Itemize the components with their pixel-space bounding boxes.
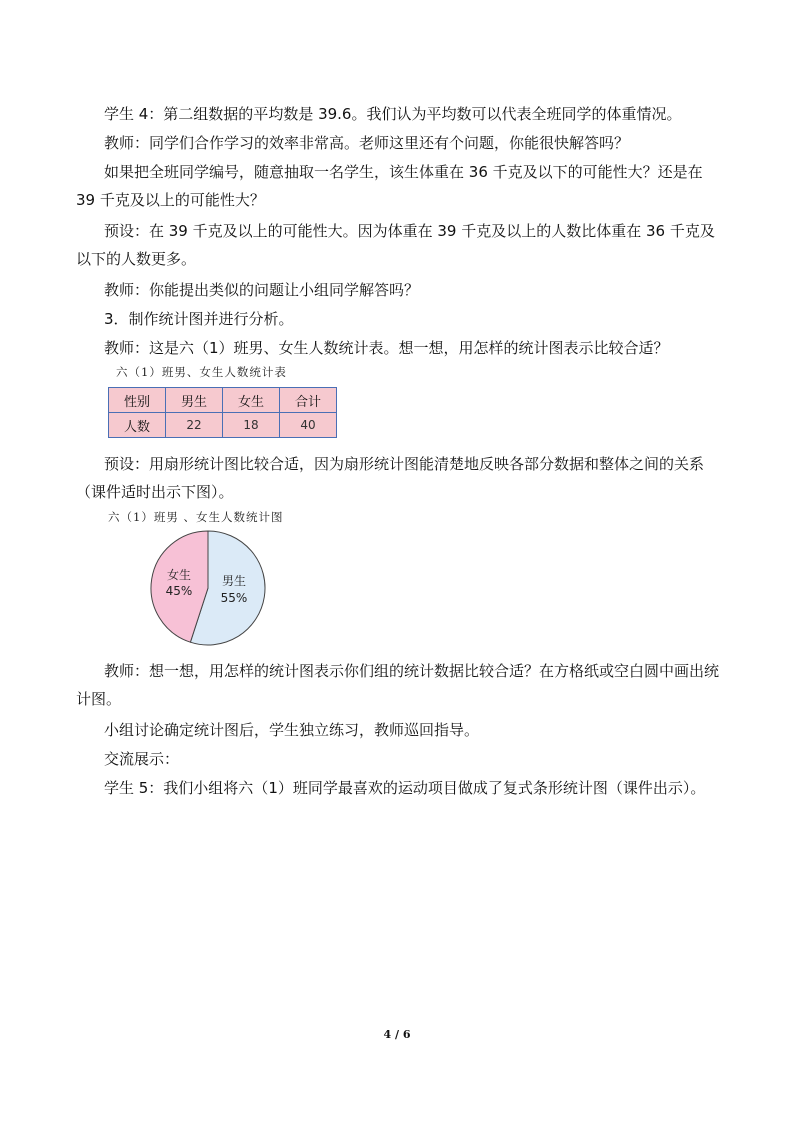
table-cell: 男生 <box>166 388 223 413</box>
pie-percent-girls: 45% <box>165 584 193 598</box>
paragraph-student4: 学生 4：第二组数据的平均数是 39.6。我们认为平均数可以代表全班同学的体重情况。 <box>104 105 682 123</box>
stat-table <box>108 387 337 438</box>
pie-label-boys: 男生 <box>221 574 247 588</box>
table-cell: 性别 <box>109 388 166 413</box>
table-cell: 合计 <box>280 388 337 413</box>
table-cell: 40 <box>280 413 337 438</box>
table-cell: 人数 <box>109 413 166 438</box>
pie-chart <box>148 528 268 648</box>
table-cell: 22 <box>166 413 223 438</box>
pie-percent-boys: 55% <box>220 591 248 605</box>
table-header-row <box>109 388 337 413</box>
paragraph-preset-pie: 预设：用扇形统计图比较合适，因为扇形统计图能清楚地反映各部分数据和整体之间的关系（课件适时出示下图）。 <box>76 455 705 501</box>
paragraph-teacher-table: 教师：这是六（1）班男、女生人数统计表。想一想，用怎样的统计图表示比较合适？ <box>104 339 669 357</box>
table-cell: 女生 <box>223 388 280 413</box>
table-cell: 18 <box>223 413 280 438</box>
paragraph-probability-question: 如果把全班同学编号，随意抽取一名学生，该生体重在 36 千克及以下的可能性大？还是在 39 千克及以上的可能性大？ <box>76 163 703 209</box>
paragraph-teacher-similar: 教师：你能提出类似的问题让小组同学解答吗？ <box>104 281 420 299</box>
paragraph-student5: 学生 5：我们小组将六（1）班同学最喜欢的运动项目做成了复式条形统计图（课件出示）。 <box>104 779 706 797</box>
table-row <box>109 413 337 438</box>
paragraph-exchange: 交流展示： <box>104 750 180 768</box>
paragraph-group-discussion: 小组讨论确定统计图后，学生独立练习，教师巡回指导。 <box>104 721 480 739</box>
pie-caption: 六（1）班男 、女生人数统计图 <box>108 510 284 524</box>
paragraph-teacher-question: 教师：同学们合作学习的效率非常高。老师这里还有个问题，你能很快解答吗？ <box>104 134 630 152</box>
paragraph-preset-answer: 预设：在 39 千克及以上的可能性大。因为体重在 39 千克及以上的人数比体重在 36 千克及以下的人数更多。 <box>76 222 715 268</box>
table-caption: 六（1）班男、女生人数统计表 <box>116 365 287 379</box>
pie-label-girls: 女生 <box>166 568 192 582</box>
page-number: 4 / 6 <box>383 1028 411 1041</box>
section-heading-3: 3．制作统计图并进行分析。 <box>104 310 294 328</box>
paragraph-teacher-choose-chart: 教师：想一想，用怎样的统计图表示你们组的统计数据比较合适？在方格纸或空白圆中画出统计图。 <box>76 662 720 708</box>
